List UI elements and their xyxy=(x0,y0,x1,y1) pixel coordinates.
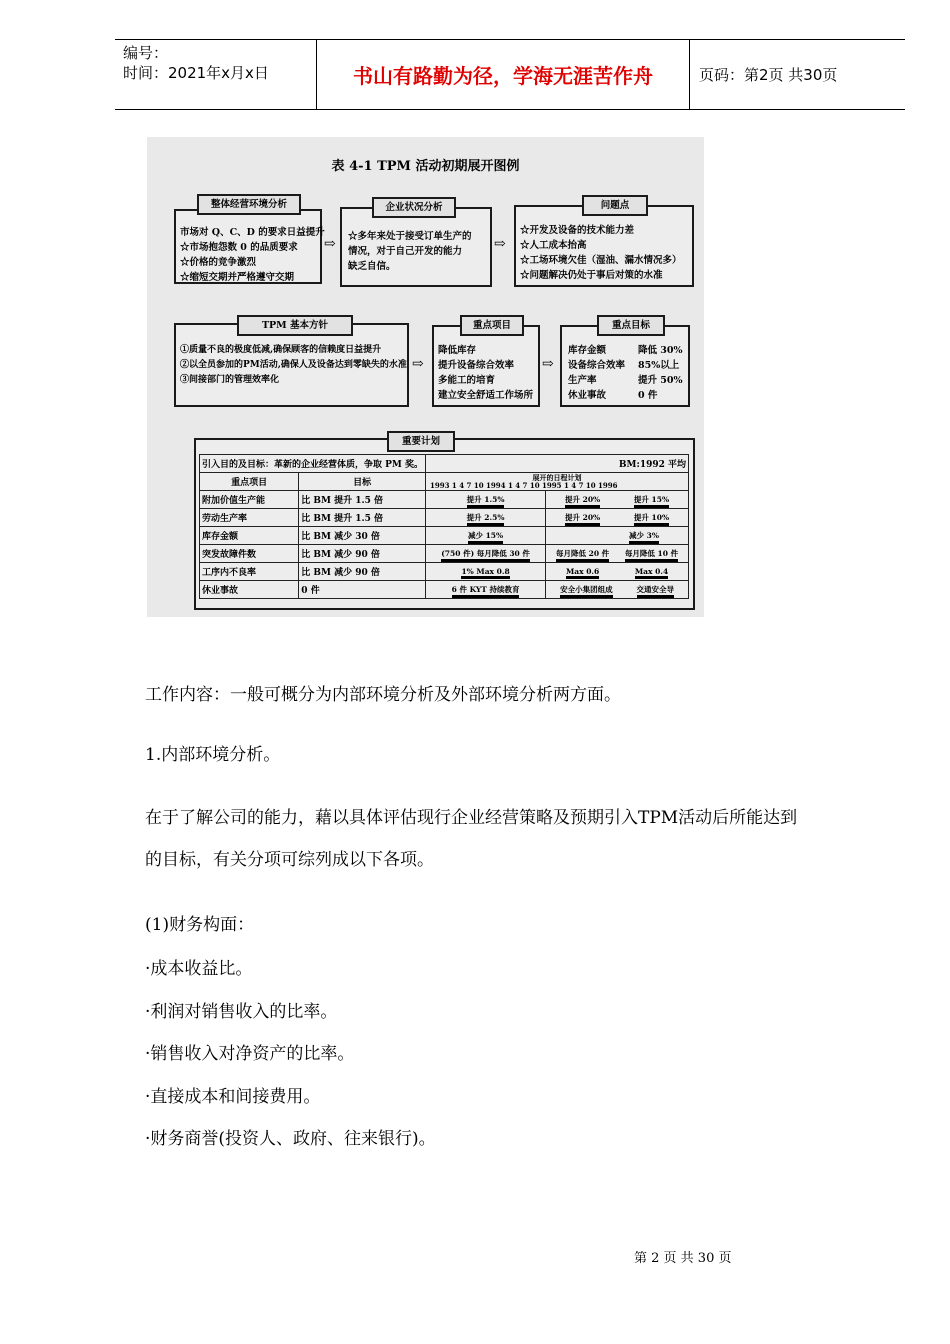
problems-label: 问题点 xyxy=(582,195,648,216)
time-label: 时间：2021年x月x日 xyxy=(123,64,269,82)
list-item: ·直接成本和间接费用。 xyxy=(145,1087,321,1107)
problems-box xyxy=(514,205,694,287)
table-row xyxy=(200,455,689,473)
plan-table xyxy=(199,454,689,599)
row-item: 劳动生产率 xyxy=(200,509,299,527)
schedule-underline xyxy=(629,541,659,544)
box-line: ☆工场环境欠佳（湿油、漏水情况多） xyxy=(520,255,682,266)
env-analysis-box xyxy=(174,209,325,284)
box-line: ②以全员参加的PM活动,确保人及设备达到零缺失的水准 xyxy=(180,360,407,370)
schedule-bar: 交通安全导 xyxy=(637,584,675,595)
plan-intro: 引入目的及目标：革新的企业经营体质，争取 PM 奖。 xyxy=(200,455,426,473)
company-status-label: 企业状况分析 xyxy=(372,197,456,218)
goal-value: 降低 30% xyxy=(638,345,683,356)
schedule-underline xyxy=(441,559,530,562)
col-target-header: 目标 xyxy=(299,473,426,491)
box-line: ☆开发及设备的技术能力差 xyxy=(520,225,635,236)
schedule-underline xyxy=(467,523,505,526)
schedule-bar: 提升 2.5% xyxy=(467,512,505,523)
schedule-bar: 1% Max 0.8 xyxy=(461,567,509,576)
schedule-underline xyxy=(637,595,675,598)
box-line: 建立安全舒适工作场所 xyxy=(438,390,534,401)
list-item: ·销售收入对净资产的比率。 xyxy=(145,1044,355,1064)
header-meta xyxy=(123,43,269,83)
schedule-bar: Max 0.6 xyxy=(566,567,599,576)
arrow-right-icon: ⇨ xyxy=(324,236,336,252)
schedule-underline xyxy=(468,541,503,544)
goal-row xyxy=(568,373,688,388)
table-row xyxy=(200,509,689,527)
table-row xyxy=(200,527,689,545)
schedule-bar: 减少 15% xyxy=(468,530,503,541)
schedule-underline xyxy=(625,559,678,562)
box-line: ①质量不良的极度低减,确保顾客的信赖度日益提升 xyxy=(180,345,382,355)
box-line: ☆市场抱怨数 0 的品质要求 xyxy=(180,242,298,253)
box-line: ☆多年来处于接受订单生产的 xyxy=(348,231,472,242)
col-schedule-header xyxy=(426,473,689,491)
paragraph: 的目标，有关分项可综列成以下各项。 xyxy=(145,850,434,870)
key-items-box xyxy=(432,325,540,407)
col-item-header: 重点项目 xyxy=(200,473,299,491)
arrow-right-icon: ⇨ xyxy=(494,236,506,252)
schedule-bar: 减少 3% xyxy=(629,530,659,541)
box-line: 市场对 Q、C、D 的要求日益提升 xyxy=(180,227,325,238)
number-label: 编号： xyxy=(123,44,169,62)
schedule-segment xyxy=(546,527,689,545)
goal-row xyxy=(568,343,688,358)
list-item: ·成本收益比。 xyxy=(145,959,253,979)
goal-name: 库存金额 xyxy=(568,345,607,356)
row-target: 比 BM 减少 30 倍 xyxy=(299,527,426,545)
box-line: ☆价格的竞争激烈 xyxy=(180,257,257,268)
schedule-bar: 提升 20% xyxy=(565,494,600,505)
schedule-timeline: 1993 1 4 7 10 1994 1 4 7 10 1995 1 4 7 10 1996 xyxy=(430,480,618,490)
goal-value: 提升 50% xyxy=(638,375,683,386)
key-items-label: 重点项目 xyxy=(460,315,524,336)
schedule-segment xyxy=(546,545,689,563)
schedule-segment xyxy=(426,545,546,563)
goal-name: 生产率 xyxy=(568,375,597,386)
schedule-underline xyxy=(452,595,520,598)
table-row xyxy=(200,473,689,491)
row-item: 工序内不良率 xyxy=(200,563,299,581)
schedule-segment xyxy=(426,509,546,527)
figure-title: 表 4-1 TPM 活动初期展开图例 xyxy=(331,159,520,174)
row-item: 休业事故 xyxy=(200,581,299,599)
schedule-segment xyxy=(426,581,546,599)
schedule-bar: 提升 20% xyxy=(565,512,600,523)
header-page-info: 页码：第2页 共30页 xyxy=(699,66,838,84)
goal-name: 设备综合效率 xyxy=(568,360,626,371)
schedule-underline xyxy=(565,505,600,508)
table-row xyxy=(200,491,689,509)
page-header xyxy=(115,39,905,110)
tpm-figure xyxy=(147,137,704,617)
page-footer: 第 2 页 共 30 页 xyxy=(634,1251,732,1266)
schedule-underline xyxy=(565,523,600,526)
schedule-bar: 提升 1.5% xyxy=(467,494,505,505)
row-target: 比 BM 提升 1.5 倍 xyxy=(299,509,426,527)
schedule-segment xyxy=(426,491,546,509)
schedule-segment xyxy=(426,563,546,581)
schedule-bar: 提升 10% xyxy=(634,512,669,523)
row-item: 突发故障件数 xyxy=(200,545,299,563)
box-line: ☆缩短交期并严格遵守交期 xyxy=(180,272,295,283)
paragraph: 1.内部环境分析。 xyxy=(145,745,281,765)
row-target: 比 BM 提升 1.5 倍 xyxy=(299,491,426,509)
list-item: ·财务商誉(投资人、政府、往来银行)。 xyxy=(145,1129,436,1149)
goal-name: 休业事故 xyxy=(568,390,607,401)
list-item: ·利润对销售收入的比率。 xyxy=(145,1002,338,1022)
schedule-segment xyxy=(546,509,689,527)
goal-row xyxy=(568,388,688,403)
schedule-bar: 安全小集团组成 xyxy=(560,584,613,595)
key-goals-label: 重点目标 xyxy=(597,315,665,336)
box-line: 降低库存 xyxy=(438,345,477,356)
schedule-bar: (750 件) 每月降低 30 件 xyxy=(441,548,530,559)
schedule-underline xyxy=(467,505,505,508)
schedule-underline xyxy=(635,576,668,579)
box-line: 提升设备综合效率 xyxy=(438,360,515,371)
table-row xyxy=(200,563,689,581)
paragraph: 工作内容：一般可概分为内部环境分析及外部环境分析两方面。 xyxy=(145,685,621,705)
schedule-underline xyxy=(556,559,609,562)
box-line: ③间接部门的管理效率化 xyxy=(180,375,280,385)
schedule-underline xyxy=(560,595,613,598)
plan-bm: BM:1992 平均 xyxy=(546,455,689,473)
schedule-segment xyxy=(426,527,546,545)
schedule-bar: Max 0.4 xyxy=(635,567,668,576)
row-target: 0 件 xyxy=(299,581,426,599)
row-item: 库存金额 xyxy=(200,527,299,545)
schedule-bar: 每月降低 20 件 xyxy=(556,548,609,559)
env-analysis-label: 整体经营环境分析 xyxy=(197,194,301,215)
key-goals-box xyxy=(560,325,690,407)
box-line: 情况，对于自己开发的能力 xyxy=(348,246,463,257)
table-row xyxy=(200,545,689,563)
plan-label: 重要计划 xyxy=(387,431,455,452)
schedule-segment xyxy=(546,563,689,581)
goal-value: 0 件 xyxy=(638,390,658,401)
company-status-box xyxy=(340,207,492,287)
schedule-underline xyxy=(566,576,599,579)
row-item: 附加价值生产能 xyxy=(200,491,299,509)
schedule-underline xyxy=(634,505,669,508)
schedule-segment xyxy=(546,491,689,509)
box-line: 缺乏自信。 xyxy=(348,261,396,272)
header-motto: 书山有路勤为径，学海无涯苦作舟 xyxy=(353,64,653,88)
paragraph: 在于了解公司的能力，藉以具体评估现行企业经营策略及预期引入TPM活动后所能达到 xyxy=(145,808,798,828)
plan-table-box xyxy=(194,438,695,610)
goal-value: 85%以上 xyxy=(638,360,680,371)
schedule-bar: 提升 15% xyxy=(634,494,669,505)
box-line: ☆问题解决仍处于事后对策的水准 xyxy=(520,270,663,281)
box-line: 多能工的培育 xyxy=(438,375,496,386)
tpm-policy-label: TPM 基本方针 xyxy=(237,315,353,336)
header-divider xyxy=(689,40,690,109)
paragraph: (1)财务构面： xyxy=(145,915,255,935)
goal-row xyxy=(568,358,688,373)
schedule-title: 展开的日程计划 xyxy=(532,472,582,482)
schedule-underline xyxy=(634,523,669,526)
arrow-right-icon: ⇨ xyxy=(542,356,554,372)
row-target: 比 BM 减少 90 倍 xyxy=(299,545,426,563)
schedule-bar: 每月降低 10 件 xyxy=(625,548,678,559)
schedule-underline xyxy=(461,576,509,579)
box-line: ☆人工成本抬高 xyxy=(520,240,587,251)
row-target: 比 BM 减少 90 倍 xyxy=(299,563,426,581)
arrow-right-icon: ⇨ xyxy=(412,356,424,372)
schedule-bar: 6 件 KYT 持续教育 xyxy=(452,584,520,595)
schedule-segment xyxy=(546,581,689,599)
table-row xyxy=(200,581,689,599)
